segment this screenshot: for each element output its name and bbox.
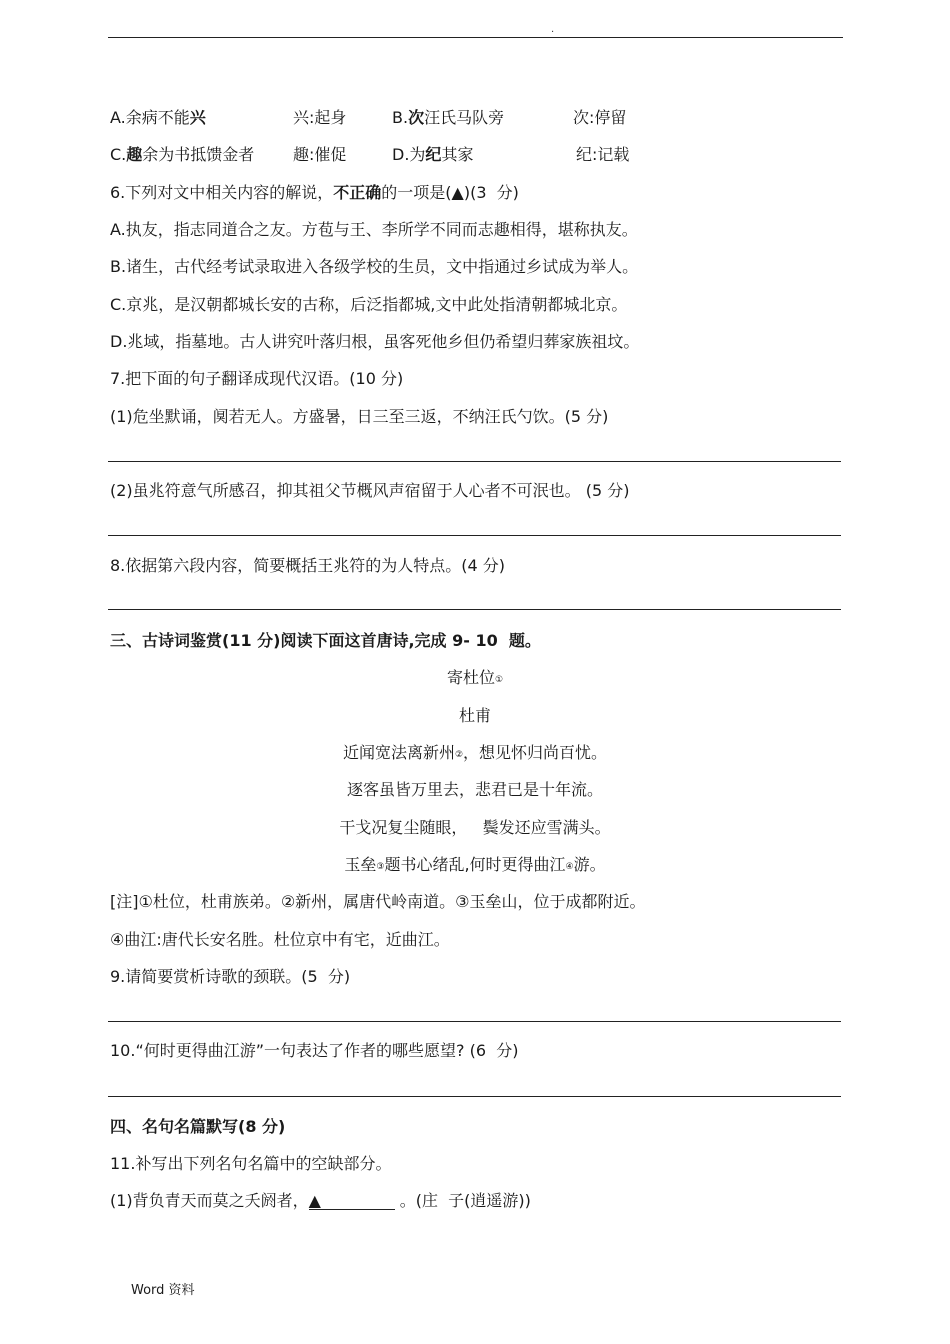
q5-option-c-gloss: 趣:催促	[293, 145, 347, 164]
q5-option-a: A.余病不能兴	[110, 108, 206, 127]
q5-option-d: D.为纪其家	[392, 145, 474, 164]
answer-line-q7-2[interactable]	[108, 535, 841, 536]
poem-note-marker-3: ③	[376, 862, 385, 872]
footer-label: Word 资料	[131, 1283, 195, 1298]
q5-option-a-gloss: 兴:起身	[293, 108, 347, 127]
q6-option-b: B.诸生，古代经考试录取进入各级学校的生员，文中指通过乡试成为举人。	[110, 257, 639, 276]
q6-option-c: C.京兆，是汉朝都城长安的古称，后泛指都城,文中此处指清朝都城北京。	[110, 295, 628, 314]
poem-note-marker-2: ②	[454, 750, 464, 760]
poem-author: 杜甫	[458, 706, 491, 725]
q7-sentence-2: (2)虽兆符意气所感召，抑其祖父节概风声宿留于人心者不可泯也。 (5 分)	[110, 481, 630, 500]
q5-option-d-gloss: 纪:记载	[576, 145, 630, 164]
q6-option-a: A.执友，指志同道合之友。方苞与王、李所学不同而志趣相得，堪称执友。	[110, 220, 638, 239]
fill-blank[interactable]: ▲	[309, 1193, 395, 1210]
q7-stem: 7.把下面的句子翻译成现代汉语。(10 分)	[110, 369, 404, 388]
q5-option-b: B.次汪氏马队旁	[392, 108, 505, 127]
q10-stem: 10.“何时更得曲江游”一句表达了作者的哪些愿望? (6 分)	[110, 1041, 519, 1060]
q11-item-1: (1)背负青天而莫之夭阏者，▲ 。(庄 子(逍遥游))	[110, 1191, 531, 1210]
section3-title: 三、古诗词鉴赏(11 分)阅读下面这首唐诗,完成 9- 10 题。	[110, 631, 541, 650]
poem-line-4: 玉垒③题书心绪乱,何时更得曲江④游。	[344, 855, 606, 874]
poem-notes-1: [注]①杜位，杜甫族弟。②新州，属唐代岭南道。③玉垒山，位于成都附近。	[110, 892, 646, 911]
q6-stem: 6.下列对文中相关内容的解说，不正确的一项是(▲)(3 分)	[110, 183, 519, 202]
q9-stem: 9.请简要赏析诗歌的颈联。(5 分)	[110, 967, 351, 986]
q7-sentence-1: (1)危坐默诵，阒若无人。方盛暑，日三至三返，不纳汪氏勺饮。(5 分)	[110, 407, 609, 426]
q5-option-c: C.趣余为书抵馈金者	[110, 145, 255, 164]
q8-stem: 8.依据第六段内容，简要概括王兆符的为人特点。(4 分)	[110, 556, 506, 575]
q5-option-b-gloss: 次:停留	[573, 108, 627, 127]
answer-line-q8[interactable]	[108, 609, 841, 610]
answer-line-q10[interactable]	[108, 1096, 841, 1097]
poem-line-2: 逐客虽皆万里去，悲君已是十年流。	[346, 780, 603, 799]
poem-note-marker-1: ①	[494, 675, 504, 685]
poem-notes-2: ④曲江:唐代长安名胜。杜位京中有宅，近曲江。	[110, 930, 450, 949]
poem-title: 寄杜位①	[446, 668, 504, 687]
header-rule	[108, 37, 843, 38]
answer-line-q7-1[interactable]	[108, 461, 841, 462]
poem-line-3: 干戈况复尘随眼， 鬓发还应雪满头。	[339, 818, 611, 837]
section4-title: 四、名句名篇默写(8 分)	[110, 1117, 286, 1136]
answer-line-q9[interactable]	[108, 1021, 841, 1022]
poem-line-1: 近闻宽法离新州②，想见怀归尚百忧。	[342, 743, 608, 762]
q11-stem: 11.补写出下列名句名篇中的空缺部分。	[110, 1154, 392, 1173]
poem-note-marker-4: ④	[565, 862, 574, 872]
q6-option-d: D.兆域，指墓地。古人讲究叶落归根，虽客死他乡但仍希望归葬家族祖坟。	[110, 332, 640, 351]
header-dot: .	[551, 24, 555, 35]
